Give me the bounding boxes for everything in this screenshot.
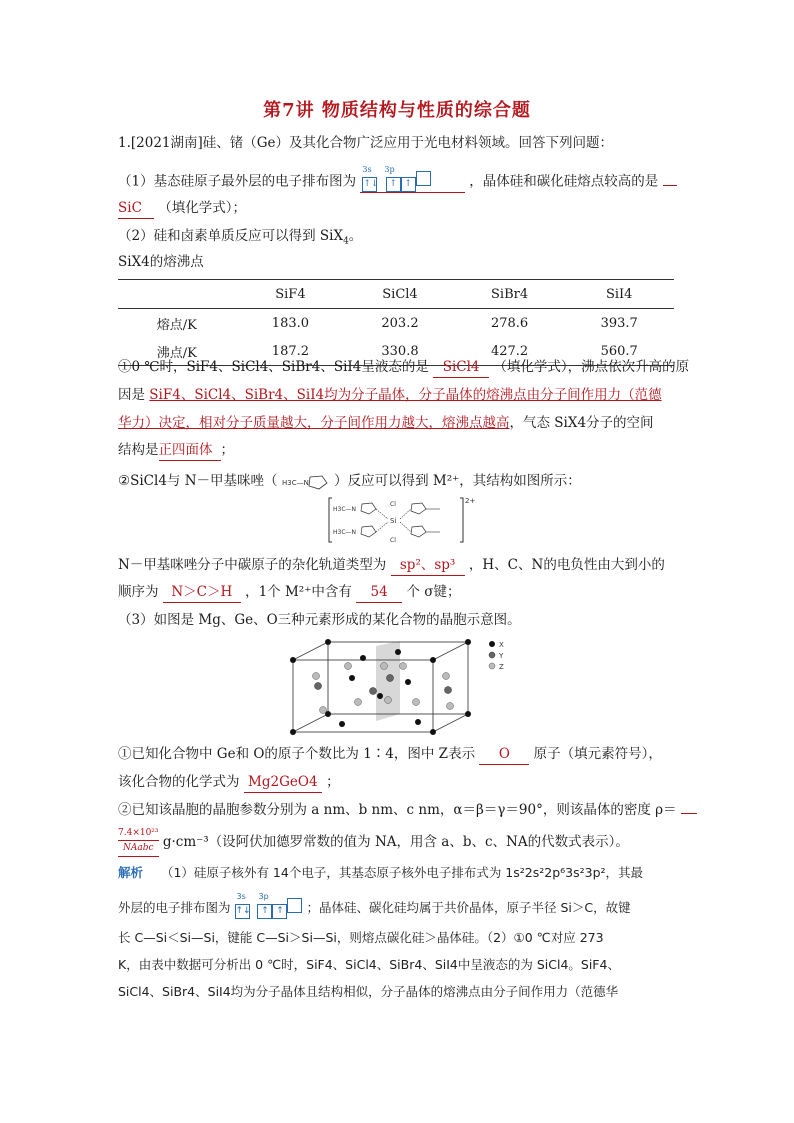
melting-boiling-table bbox=[118, 279, 674, 366]
lesson-title: 第7讲 物质结构与性质的综合题 bbox=[263, 100, 531, 121]
answer-hybridization: sp²、sp³ bbox=[391, 555, 465, 576]
orbital-3p-box-1: ↑ bbox=[386, 177, 401, 192]
orbital-diagram bbox=[360, 165, 465, 193]
part3-sub2-line2 bbox=[118, 826, 629, 857]
table-header-cell: SiBr4 bbox=[455, 280, 565, 309]
solution-line4: K，由表中数据可分析出 0 ℃时，SiF4、SiCl4、SiBr4、SiI4中呈液态的为 SiCl4。SiF4、 bbox=[118, 957, 620, 972]
solution-label: 解析 bbox=[118, 865, 144, 880]
orbital-3p-label: 3p bbox=[258, 892, 269, 901]
left-bracket bbox=[329, 498, 332, 542]
table-cell: 560.7 bbox=[564, 337, 674, 366]
part1-answer-line bbox=[118, 198, 246, 219]
part3-line: （3）如图是 Mg、Ge、O三种元素形成的某化合物的晶胞示意图。 bbox=[118, 612, 521, 628]
sub2-line3 bbox=[118, 582, 460, 603]
part1-text-c: （填化学式）； bbox=[158, 200, 247, 216]
unit-cell-figure bbox=[288, 636, 518, 736]
part1-text-a: （1）基态硅原子最外层的电子排布图为 bbox=[118, 173, 357, 190]
sub1-line1 bbox=[118, 357, 689, 378]
part1-text-b: ，晶体硅和碳化硅熔点较高的是 bbox=[469, 173, 659, 190]
solution-line2 bbox=[118, 892, 631, 919]
sub2-text-g: 个 σ键； bbox=[406, 584, 461, 600]
orbital-3p-box-3 bbox=[287, 898, 302, 913]
sub2-text-f: ，1个 M²⁺中含有 bbox=[245, 584, 352, 600]
chlorine-bottom: Cl bbox=[390, 537, 396, 544]
table-cell: 熔点/K bbox=[156, 317, 197, 333]
orbital-3p-box-2: ↑ bbox=[401, 177, 416, 192]
sub1-line2 bbox=[118, 385, 662, 405]
table-header-row bbox=[118, 280, 674, 309]
complex-charge: 2+ bbox=[465, 497, 476, 505]
answer-formula: Mg2GeO4 bbox=[244, 772, 322, 793]
sub1-text-f: ； bbox=[220, 442, 234, 458]
imidazole-ring bbox=[361, 503, 376, 514]
part3-sub1-text-a: ①已知化合物中 Ge和 O的原子个数比为 1∶4，图中 Z表示 bbox=[118, 746, 476, 762]
sub2-line2 bbox=[118, 555, 665, 576]
imidazole-ring bbox=[361, 526, 376, 537]
answer-reason-2: 华力）决定，相对分子质量越大，分子间作用力越大，熔沸点越高 bbox=[118, 415, 510, 431]
answer-reason-1: SiF4、SiCl4、SiBr4、SiI4均为分子晶体，分子晶体的熔沸点由分子间作用力（范德 bbox=[149, 387, 662, 403]
part3-sub1-text-c: 该化合物的化学式为 bbox=[118, 774, 240, 790]
part3-sub2-line1 bbox=[118, 800, 697, 820]
table-cell: 427.2 bbox=[455, 337, 565, 366]
orbital-3p-label: 3p bbox=[384, 165, 395, 174]
ligand-label: H3C—N bbox=[333, 506, 357, 513]
part3-sub1-line1 bbox=[118, 744, 662, 765]
imidazole-ring bbox=[411, 526, 426, 537]
solution-text-1: （1）硅原子核外有 14个电子，其基态原子核外电子排布式为 1s²2s²2p⁶3s²3p²，其最 bbox=[160, 865, 644, 880]
coordination-bond bbox=[400, 522, 411, 532]
sub2-text-e: 顺序为 bbox=[118, 584, 159, 600]
legend-x-label: X bbox=[499, 641, 504, 649]
table-cell: 183.0 bbox=[271, 315, 310, 331]
ligand-label: H3C—N bbox=[333, 529, 357, 536]
sub2-text-a: ②SiCl4与 N－甲基咪唑（ bbox=[118, 473, 278, 489]
methylimidazole-structure bbox=[282, 473, 330, 491]
legend-x-marker bbox=[489, 641, 495, 647]
sub1-text-d: ，气态 SiX4分子的空间 bbox=[509, 415, 654, 431]
table-header-cell: SiCl4 bbox=[345, 280, 455, 309]
sub2-text-c: N－甲基咪唑分子中碳原子的杂化轨道类型为 bbox=[118, 557, 387, 573]
silicon-center: Si bbox=[390, 517, 397, 525]
table-cell: 沸点/K bbox=[118, 337, 236, 366]
sub1-text-c: 因是 bbox=[118, 387, 145, 403]
part3-sub1-text-d: ； bbox=[326, 774, 340, 790]
solution-line3: 长 C—Si＜Si—Si，键能 C—Si＞Si—Si，则熔点碳化硅＞晶体硅。（2）①0 ℃对应 273 bbox=[118, 930, 604, 945]
sub2-text-d: ，H、C、N的电负性由大到小的 bbox=[468, 557, 665, 573]
orbital-3s-box: ↑↓ bbox=[235, 904, 250, 919]
sub2-text-b: ）反应可以得到 M²⁺，其结构如图所示： bbox=[334, 473, 581, 489]
answer-sic: SiC bbox=[118, 198, 154, 219]
sub1-line3 bbox=[118, 413, 654, 433]
table-cell: 278.6 bbox=[490, 315, 529, 331]
table-caption: SiX4的熔沸点 bbox=[118, 254, 204, 270]
sub2-line1 bbox=[118, 471, 581, 491]
coordination-bond bbox=[400, 509, 411, 519]
table-header-cell: SiF4 bbox=[236, 280, 346, 309]
orbital-3s-label: 3s bbox=[236, 892, 246, 901]
legend-y-label: Y bbox=[499, 652, 504, 660]
sub1-line4 bbox=[118, 440, 234, 461]
table-cell: 187.2 bbox=[236, 337, 346, 366]
table-cell: 203.2 bbox=[381, 315, 419, 331]
table-header-cell: SiI4 bbox=[564, 280, 674, 309]
orbital-3p-box-1: ↑ bbox=[257, 904, 272, 919]
table-cell: 330.8 bbox=[345, 337, 455, 366]
orbital-3p-box-2: ↑ bbox=[272, 904, 287, 919]
answer-sigma-count: 54 bbox=[356, 582, 402, 603]
imidazole-ring bbox=[309, 476, 327, 489]
density-numerator: 7.4×10²³ bbox=[118, 826, 159, 841]
answer-sicl4: SiCl4 bbox=[433, 357, 489, 378]
table-row bbox=[118, 309, 674, 338]
part2-end: 。 bbox=[348, 228, 363, 244]
part1-line bbox=[118, 165, 677, 193]
legend-z-label: Z bbox=[499, 663, 504, 671]
sub1-text-b: （填化学式），沸点依次升高的原 bbox=[493, 359, 690, 375]
ligand-methyl-text: H3C—N bbox=[281, 478, 309, 487]
imidazole-ring bbox=[411, 503, 426, 514]
coordination-bond bbox=[376, 522, 388, 532]
orbital-3p-box-3 bbox=[416, 171, 431, 186]
sub1-text-a: ①0 ℃时，SiF4、SiCl4、SiBr4、SiI4呈液态的是 bbox=[118, 359, 429, 375]
answer-electronegativity: N＞C＞H bbox=[163, 582, 241, 603]
part2-text: （2）硅和卤素单质反应可以得到 SiX bbox=[118, 228, 344, 244]
complex-structure-figure bbox=[328, 494, 476, 546]
sub1-text-e: 结构是 bbox=[118, 442, 159, 458]
solution-line1 bbox=[118, 863, 643, 883]
solution-line5: SiCl4、SiBr4、SiI4均为分子晶体且结构相似，分子晶体的熔沸点由分子间作用力（范德华 bbox=[118, 984, 619, 999]
answer-tetrahedral: 正四面体 bbox=[159, 440, 221, 461]
atom-legend bbox=[489, 641, 504, 671]
part3-sub1-line2 bbox=[118, 772, 340, 793]
solution-orbital-diagram bbox=[235, 892, 303, 919]
legend-z-marker bbox=[489, 663, 495, 669]
orbital-3s-box: ↑↓ bbox=[362, 177, 377, 192]
coordination-bond bbox=[376, 509, 388, 519]
answer-z-element: O bbox=[479, 744, 529, 765]
legend-y-marker bbox=[489, 652, 495, 658]
orbital-3s-label: 3s bbox=[362, 165, 372, 174]
chlorine-top: Cl bbox=[390, 501, 396, 508]
part2-sub: 4 bbox=[343, 236, 349, 247]
density-fraction bbox=[118, 826, 159, 857]
question-intro: 1.[2021湖南]硅、锗（Ge）及其化合物广泛应用于光电材料领域。回答下列问题： bbox=[118, 135, 614, 151]
part3-sub2-text-b: g·cm⁻³（设阿伏加德罗常数的值为 NA，用含 a、b、c、NA的代数式表示）。 bbox=[162, 833, 629, 850]
table-cell: 393.7 bbox=[600, 315, 638, 331]
part2-line bbox=[118, 226, 362, 252]
part3-sub2-text-a: ②已知该晶胞的晶胞参数分别为 a nm、b nm、c nm，α＝β＝γ＝90°，则该晶体的密度 ρ＝ bbox=[118, 802, 677, 818]
part3-sub1-text-b: 原子（填元素符号）， bbox=[533, 746, 662, 762]
solution-text-2b: ；晶体硅、碳化硅均属于共价晶体，原子半径 Si＞C，故键 bbox=[306, 900, 631, 915]
density-denominator: NAabc bbox=[122, 843, 154, 853]
table-header-cell bbox=[118, 280, 236, 309]
right-bracket bbox=[460, 498, 463, 542]
solution-text-2a: 外层的电子排布图为 bbox=[118, 900, 231, 915]
